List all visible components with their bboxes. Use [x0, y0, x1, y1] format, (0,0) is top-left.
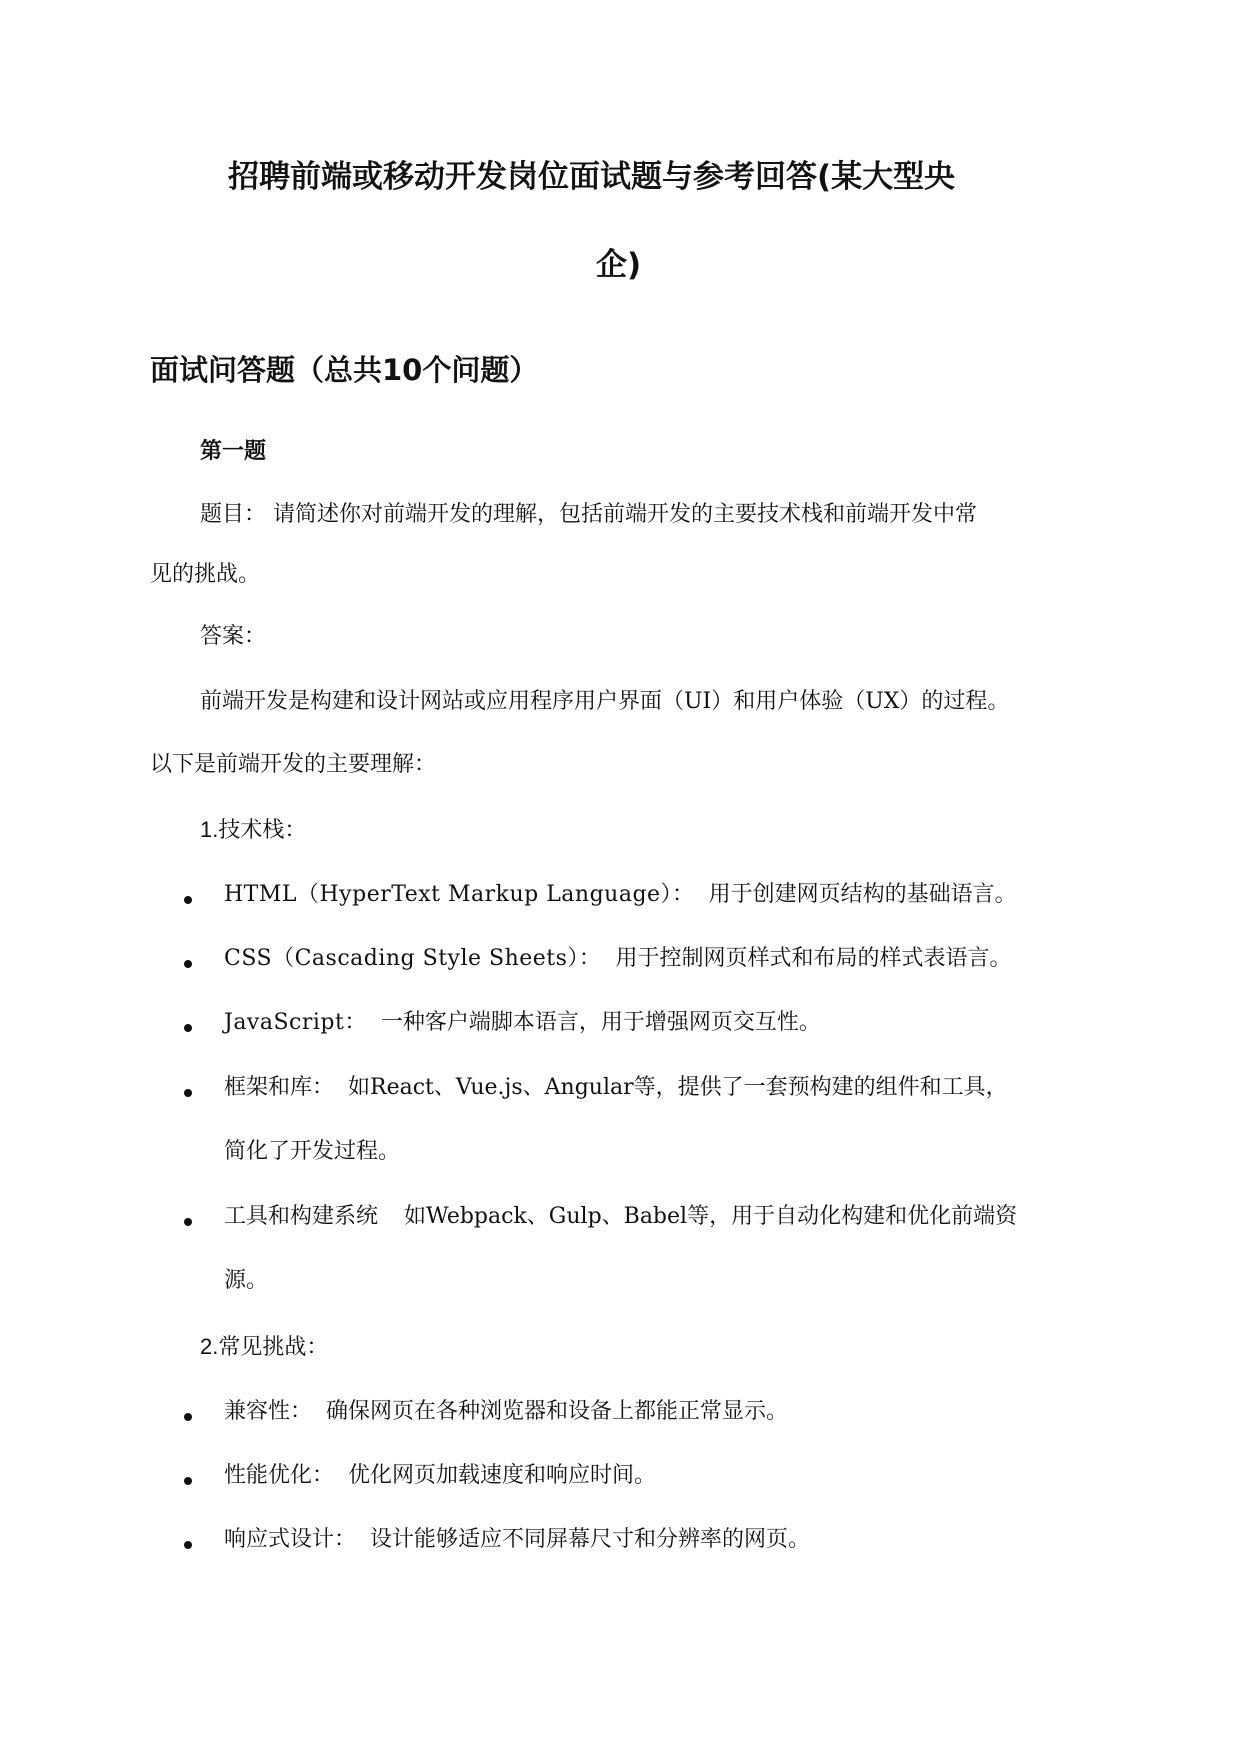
list-item-term: 框架和库： — [224, 1075, 335, 1100]
list-2-heading-text: 常见挑战： — [218, 1335, 329, 1360]
document-title-line-1: 招聘前端或移动开发岗位面试题与参考回答(某大型央 — [228, 159, 956, 195]
bullet-icon — [184, 1541, 192, 1549]
answer-label: 答案： — [200, 624, 267, 649]
list-item-desc: 如React、Vue.js、Angular等，提供了一套预构建的组件和工具， — [348, 1075, 1008, 1100]
bullet-icon — [184, 1218, 192, 1226]
list-1-heading — [200, 815, 306, 846]
list-item-term: CSS（Cascading Style Sheets）： — [224, 946, 602, 971]
bullet-icon — [184, 896, 192, 904]
list-item — [224, 944, 1011, 974]
list-2-heading — [200, 1332, 328, 1363]
bullet-icon — [184, 960, 192, 968]
list-item — [224, 880, 1017, 910]
bullet-icon — [184, 1413, 192, 1421]
list-1-heading-text: 技术栈： — [218, 818, 307, 843]
list-item — [224, 1008, 821, 1038]
question-label: 第一题 — [200, 439, 267, 464]
list-item-term: 兼容性： — [224, 1399, 313, 1424]
list-item — [224, 1525, 810, 1555]
section-heading: 面试问答题（总共10个问题） — [150, 353, 539, 387]
list-item-desc: 用于控制网页样式和布局的样式表语言。 — [615, 946, 1012, 971]
list-item-desc: 用于创建网页结构的基础语言。 — [708, 882, 1017, 907]
answer-intro-line-1: 前端开发是构建和设计网站或应用程序用户界面（UI）和用户体验（UX）的过程。 — [200, 689, 1010, 714]
list-item-desc: 如Webpack、Gulp、Babel等，用于自动化构建和优化前端资 — [404, 1204, 1018, 1229]
list-item-term: JavaScript： — [224, 1010, 367, 1035]
list-item-desc: 确保网页在各种浏览器和设备上都能正常显示。 — [326, 1399, 789, 1424]
list-item — [224, 1461, 656, 1491]
list-item-term: 响应式设计： — [224, 1527, 357, 1552]
list-item — [224, 1073, 1008, 1103]
question-text-line-2: 见的挑战。 — [150, 562, 261, 587]
document-title-line-2: 企) — [596, 247, 642, 283]
list-item-desc: 一种客户端脚本语言，用于增强网页交互性。 — [380, 1010, 821, 1035]
question-text-line-1: 题目： 请简述你对前端开发的理解，包括前端开发的主要技术栈和前端开发中常 — [200, 502, 977, 527]
list-item-continuation: 源。 — [224, 1268, 269, 1293]
list-1-number: 1. — [200, 817, 219, 842]
list-item-term: 性能优化： — [224, 1463, 335, 1488]
list-item — [224, 1397, 788, 1427]
list-item — [224, 1202, 1017, 1232]
answer-intro-line-2: 以下是前端开发的主要理解： — [150, 752, 437, 777]
list-item-term: 工具和构建系统 — [224, 1204, 379, 1229]
bullet-icon — [184, 1024, 192, 1032]
list-item-continuation: 简化了开发过程。 — [224, 1139, 401, 1164]
bullet-icon — [184, 1089, 192, 1097]
list-2-number: 2. — [200, 1334, 219, 1359]
list-item-desc: 优化网页加载速度和响应时间。 — [348, 1463, 657, 1488]
list-item-desc: 设计能够适应不同屏幕尺寸和分辨率的网页。 — [370, 1527, 811, 1552]
list-item-term: HTML（HyperText Markup Language）： — [224, 882, 695, 907]
bullet-icon — [184, 1477, 192, 1485]
